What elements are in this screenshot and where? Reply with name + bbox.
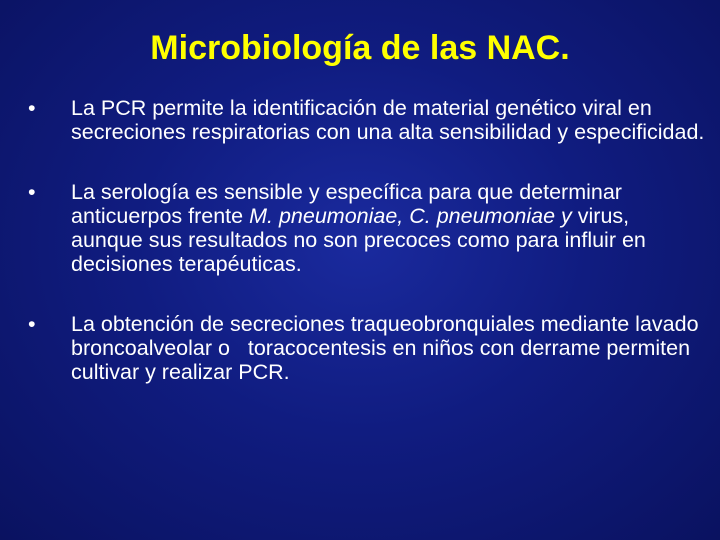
bullet-text-part: virus, aunque sus resultados no son precoces como para influir en decisiones terapéuticas. xyxy=(71,204,646,276)
bullet-dot: • xyxy=(28,312,36,336)
bullet-text-part: La serología es sensible y específica para que determinar anticuerpos frente xyxy=(71,180,622,228)
bullet-text-italic: M. pneumoniae, C. pneumoniae y xyxy=(249,204,572,228)
bullet-text: La PCR permite la identificación de material genético viral en secreciones respiratorias con una alta sensibilidad y especificidad. xyxy=(71,96,705,144)
slide-title: Microbiología de las NAC. xyxy=(150,29,570,67)
bullet-item-serologia xyxy=(26,180,706,276)
bullet-dot: • xyxy=(28,96,36,120)
bullet-item-obtencion xyxy=(26,312,706,384)
bullet-item-pcr xyxy=(26,96,706,144)
bullet-dot: • xyxy=(28,180,36,204)
bullet-list xyxy=(26,96,706,384)
bullet-text: La obtención de secreciones traqueobronquiales mediante lavado broncoalveolar o toracocentesis en niños con derrame permiten cultivar y realizar PCR. xyxy=(71,312,705,384)
